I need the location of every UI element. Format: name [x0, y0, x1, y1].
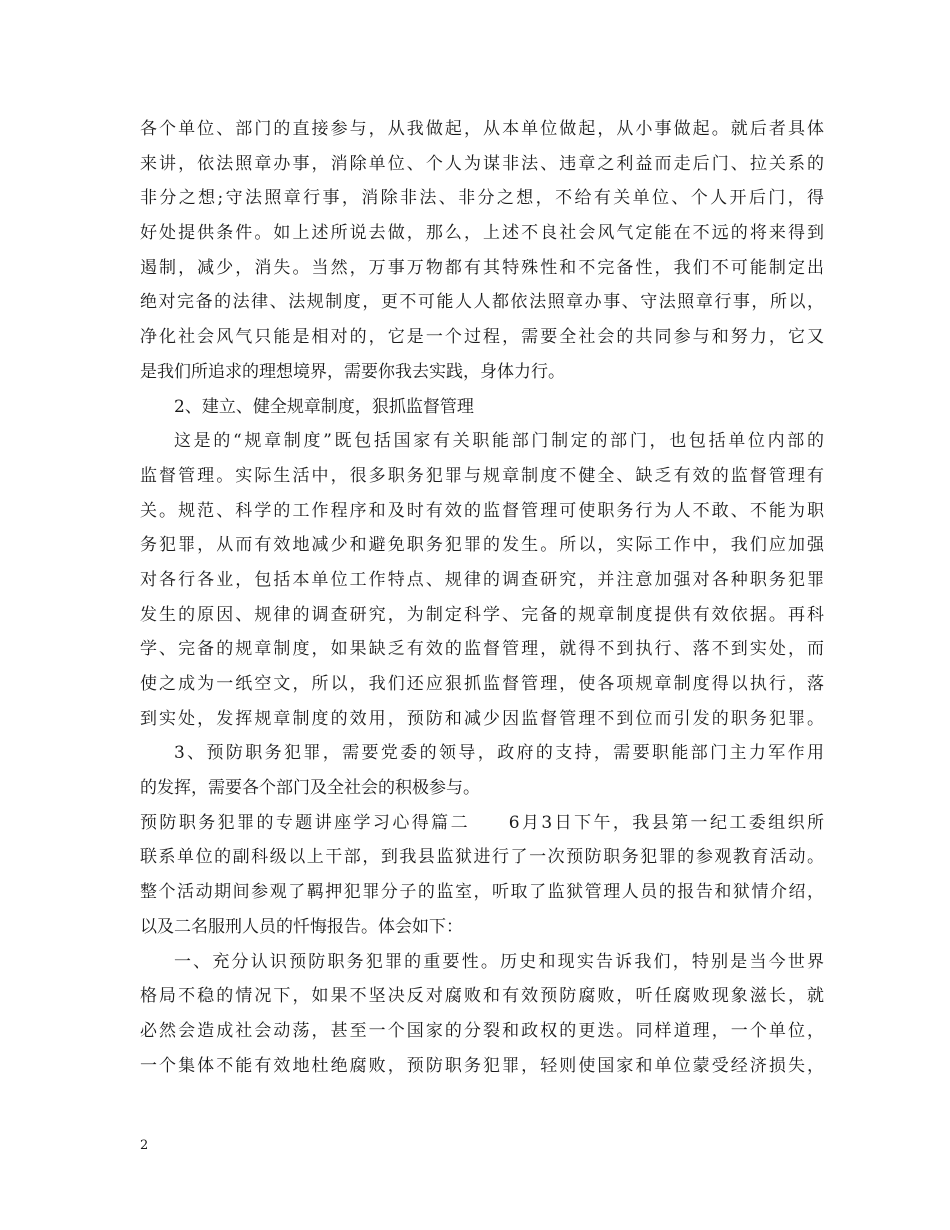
section-heading: 2、建立、健全规章制度，狠抓监督管理 — [174, 396, 474, 417]
text-line: 联系单位的副科级以上干部，到我县监狱进行了一次预防职务犯罪的参观教育活动。 — [140, 847, 824, 868]
page-number: 2 — [140, 1138, 149, 1153]
text-line: 一、充分认识预防职务犯罪的重要性。历史和现实告诉我们，特别是当今世界 — [174, 951, 824, 972]
text-line: 非分之想;守法照章行事，消除非法、非分之想，不给有关单位、个人开后门，得 — [140, 188, 824, 209]
text-line: 到实处，发挥规章制度的效用，预防和减少因监督管理不到位而引发的职务犯罪。 — [140, 708, 824, 729]
document-body — [140, 112, 824, 1083]
text-line: 净化社会风气只能是相对的，它是一个过程，需要全社会的共同参与和努力，它又 — [140, 327, 824, 348]
text-line: 监督管理。实际生活中，很多职务犯罪与规章制度不健全、缺乏有效的监督管理有 — [140, 465, 824, 486]
text-line: 关。规范、科学的工作程序和及时有效的监督管理可使职务行为人不敢、不能为职 — [140, 500, 824, 521]
text-line: 来讲，依法照章办事，消除单位、个人为谋非法、违章之利益而走后门、拉关系的 — [140, 153, 824, 174]
text-line: 各个单位、部门的直接参与，从我做起，从本单位做起，从小事做起。就后者具体 — [140, 119, 824, 139]
section-heading: 3、预防职务犯罪，需要党委的领导，政府的支持，需要职能部门主力军作用 — [174, 743, 824, 764]
text-line: 对各行各业，包括本单位工作特点、规律的调查研究，并注意加强对各种职务犯罪 — [140, 569, 824, 590]
text-line: 格局不稳的情况下，如果不坚决反对腐败和有效预防腐败，听任腐败现象滋长，就 — [140, 986, 824, 1007]
text-line: 绝对完备的法律、法规制度，更不可能人人都依法照章办事、守法照章行事，所以， — [140, 292, 824, 313]
text-line: 必然会造成社会动荡，甚至一个国家的分裂和政权的更迭。同样道理，一个单位， — [140, 1020, 824, 1041]
text-line: 发生的原因、规律的调查研究，为制定科学、完备的规章制度提供有效依据。再科 — [140, 604, 824, 625]
text-line: 好处提供条件。如上述所说去做，那么，上述不良社会风气定能在不远的将来得到 — [140, 223, 824, 244]
text-line: 一个集体不能有效地杜绝腐败，预防职务犯罪，轻则使国家和单位蒙受经济损失， — [140, 1055, 824, 1076]
text-line: 以及二名服刑人员的忏悔报告。体会如下： — [140, 916, 463, 937]
text-line: 这是的“规章制度”既包括国家有关职能部门制定的部门，也包括单位内部的 — [174, 431, 824, 452]
text-line: 遏制，减少，消失。当然，万事万物都有其特殊性和不完备性，我们不可能制定出 — [140, 257, 824, 278]
text-line: 使之成为一纸空文，所以，我们还应狠抓监督管理，使各项规章制度得以执行，落 — [140, 674, 824, 694]
text-line: 学、完备的规章制度，如果缺乏有效的监督管理，就得不到执行、落不到实处，而 — [140, 639, 824, 660]
text-line: 是我们所追求的理想境界，需要你我去实践，身体力行。 — [140, 361, 565, 382]
text-line: 预防职务犯罪的专题讲座学习心得篇二 6月3日下午，我县第一纪工委组织所 — [140, 812, 824, 833]
text-line: 整个活动期间参观了羁押犯罪分子的监室，听取了监狱管理人员的报告和狱情介绍， — [140, 882, 824, 903]
text-line: 务犯罪，从而有效地减少和避免职务犯罪的发生。所以，实际工作中，我们应加强 — [140, 535, 824, 556]
text-line: 的发挥，需要各个部门及全社会的积极参与。 — [140, 778, 480, 799]
